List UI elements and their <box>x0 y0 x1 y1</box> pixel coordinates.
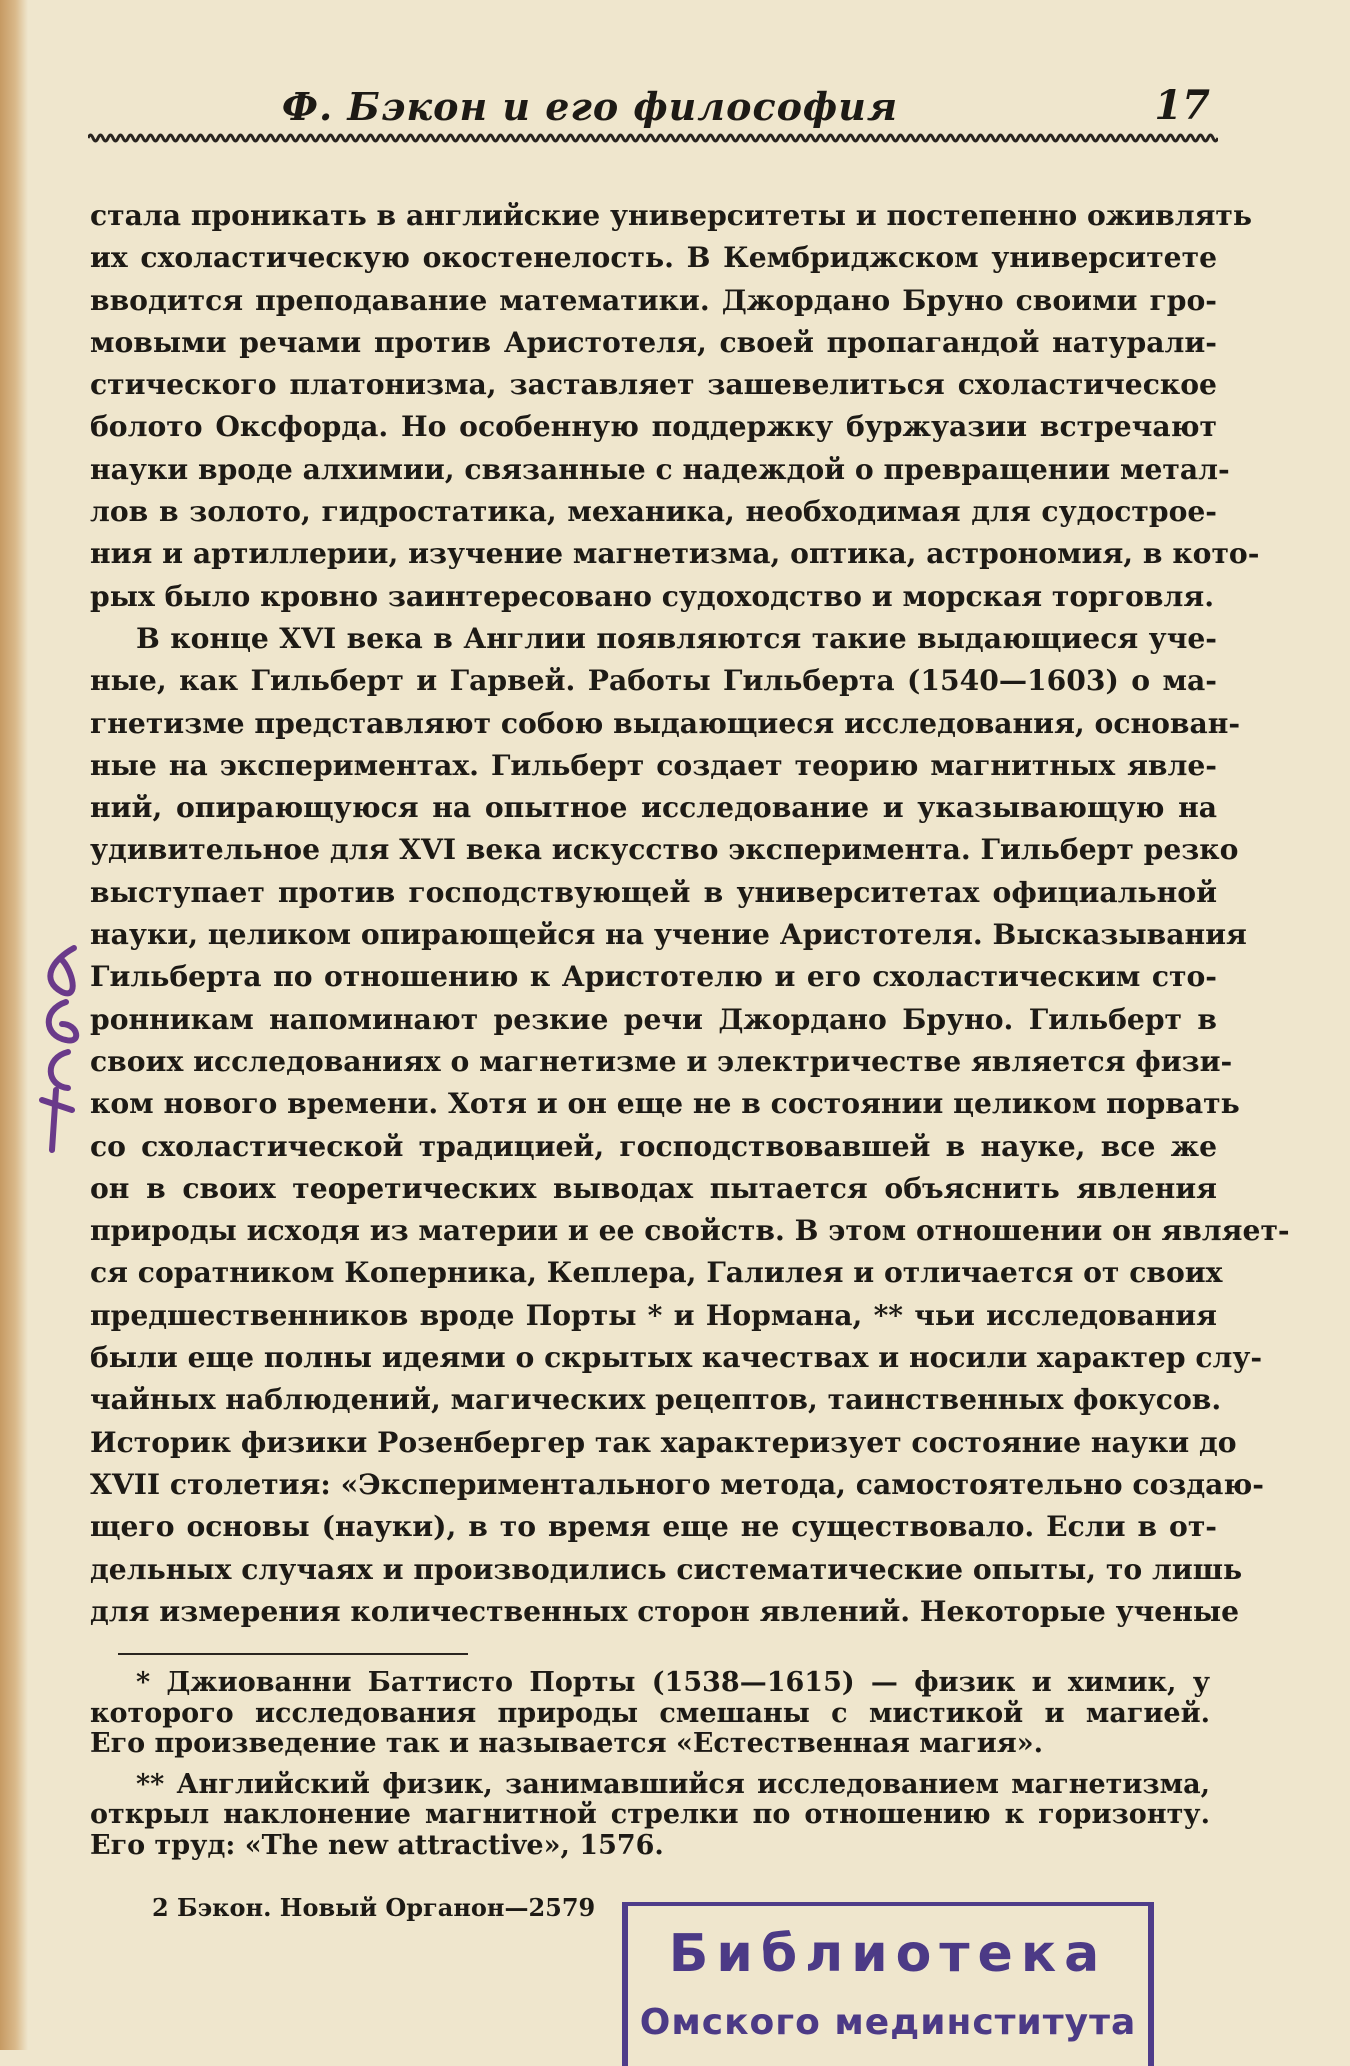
text-line: вводится преподавание математики. Джордано Бруно своими гро- <box>90 283 1217 317</box>
text-line: для измерения количественных сторон явлений. Некоторые ученые <box>90 1594 1240 1628</box>
footnote-1 <box>90 1668 1210 1760</box>
main-text <box>90 195 1290 1633</box>
text-line: В конце XVI века в Англии появляются такие выдающиеся уче- <box>136 621 1217 655</box>
footnote-line: Его произведение так и называется «Естественная магия». <box>90 1728 1043 1759</box>
text-line: Гильберта по отношению к Аристотелю и его схоластическим сто- <box>90 960 1217 994</box>
text-line: стала проникать в английские университеты и постепенно оживлять <box>90 199 1253 232</box>
text-line: Историк физики Розенбергер так характеризует состояние науки до <box>90 1425 1237 1459</box>
text-line: ний, опирающуюся на опытное исследование и указывающую на <box>90 791 1217 825</box>
stamp-line-2: Омского мединститута <box>639 2002 1137 2043</box>
text-line: науки вроде алхимии, связанные с надеждой о превращении метал- <box>90 452 1230 486</box>
handwritten-margin-mark <box>22 940 92 1160</box>
footnote-rule <box>118 1653 468 1655</box>
text-line: выступает против господствующей в университетах официальной <box>90 875 1217 909</box>
footnote-line: которого исследования природы смешаны с мистикой и магией. <box>90 1697 1210 1729</box>
text-line: ся соратником Коперника, Кеплера, Галилея и отличается от своих <box>90 1256 1223 1290</box>
text-line: ронникам напоминают резкие речи Джордано Бруно. Гильберт в <box>90 1002 1217 1036</box>
text-line: предшественников вроде Порты * и Нормана, ** чьи исследования <box>90 1298 1217 1332</box>
text-line: со схоластической традицией, господствовавшей в науке, все же <box>90 1129 1217 1163</box>
printer-signature: 2 Бэкон. Новый Органон—2579 <box>152 1893 596 1922</box>
text-line: XVII столетия: «Экспериментального метода, самостоятельно создаю- <box>90 1467 1265 1501</box>
running-head: Ф. Бэкон и его философия <box>281 84 899 129</box>
text-line: рых было кровно заинтересовано судоходство и морская торговля. <box>90 579 1215 613</box>
text-line: дельных случаях и производились систематические опыты, то лишь <box>90 1552 1243 1586</box>
text-line: гнетизме представляют собою выдающиеся исследования, основан- <box>90 706 1241 740</box>
text-line: болото Оксфорда. Но особенную поддержку буржуазии встречают <box>90 410 1217 444</box>
text-line: своих исследованиях о магнетизме и электричестве является физи- <box>90 1044 1233 1078</box>
header-ornament-rule <box>88 130 1218 146</box>
text-line: мовыми речами против Аристотеля, своей пропагандой натурали- <box>90 325 1217 359</box>
footnote-line: * Джиованни Баттисто Порты (1538—1615) — физик и химик, у <box>136 1667 1210 1698</box>
text-line: чайных наблюдений, магических рецептов, таинственных фокусов. <box>90 1383 1222 1417</box>
page-number: 17 <box>1154 82 1210 129</box>
footnote-line: открыл наклонение магнитной стрелки по отношению к горизонту. <box>90 1799 1210 1830</box>
text-line: ные, как Гильберт и Гарвей. Работы Гильберта (1540—1603) о ма- <box>90 664 1217 698</box>
footnotes <box>90 1668 1210 1861</box>
text-line: ния и артиллерии, изучение магнетизма, оптика, астрономия, в кото- <box>90 537 1260 571</box>
text-line: стического платонизма, заставляет зашевелиться схоластическое <box>90 368 1217 402</box>
text-line: ные на экспериментах. Гильберт создает теорию магнитных явле- <box>90 748 1217 782</box>
text-line: щего основы (науки), в то время еще не существовало. Если в от- <box>90 1510 1217 1544</box>
footnote-line: Его труд: «The new attractive», 1576. <box>90 1829 664 1861</box>
text-line: были еще полны идеями о скрытых качествах и носили характер слу- <box>90 1341 1263 1375</box>
text-line: их схоластическую окостенелость. В Кембриджском университете <box>90 241 1217 275</box>
footnote-2 <box>90 1770 1210 1862</box>
text-line: ком нового времени. Хотя и он еще не в состоянии целиком порвать <box>90 1087 1240 1121</box>
text-line: лов в золото, гидростатика, механика, необходимая для судострое- <box>90 495 1217 529</box>
text-line: науки, целиком опирающейся на учение Аристотеля. Высказывания <box>90 918 1247 952</box>
library-stamp <box>622 1902 1154 2066</box>
footnote-line: ** Английский физик, занимавшийся исследованием магнетизма, <box>136 1768 1210 1800</box>
stamp-line-1: Библиотека <box>668 1924 1108 1984</box>
text-line: природы исходя из материи и ее свойств. В этом отношении он являет- <box>90 1214 1290 1248</box>
text-line: удивительное для XVI века искусство эксперимента. Гильберт резко <box>90 833 1239 867</box>
text-line: он в своих теоретических выводах пытается объяснить явления <box>90 1171 1217 1205</box>
